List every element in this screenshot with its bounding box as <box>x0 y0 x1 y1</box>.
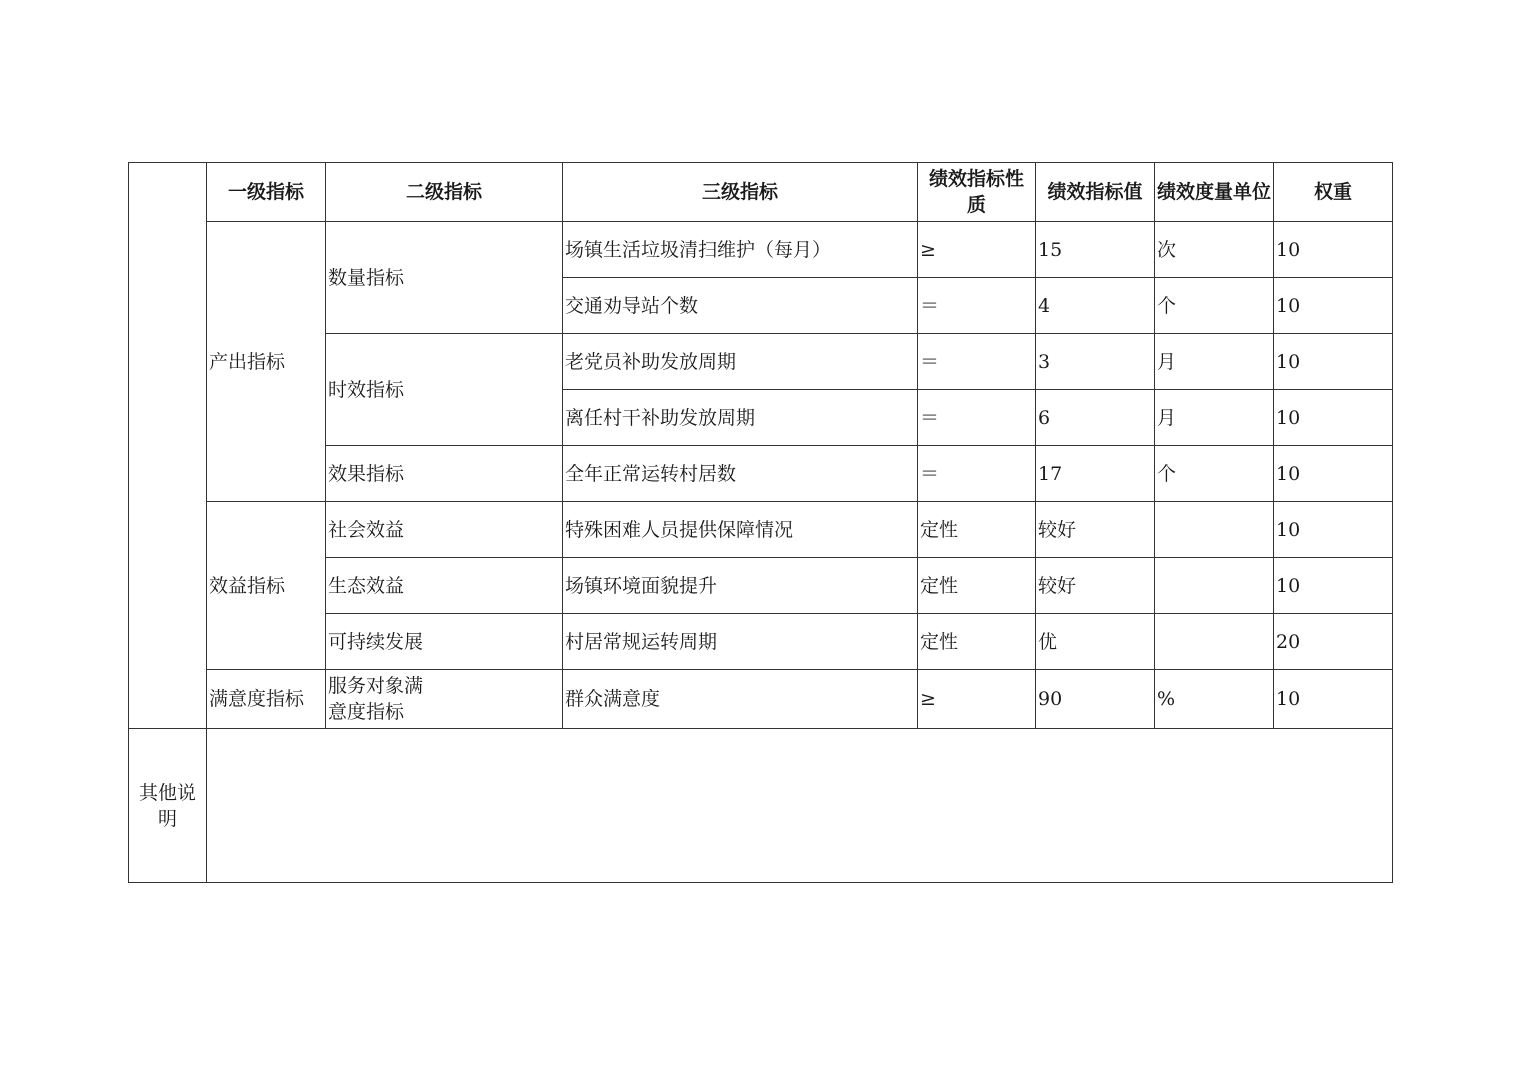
nature-cell: ＝ <box>918 446 1036 502</box>
value-cell: 90 <box>1036 670 1155 729</box>
weight-cell: 20 <box>1274 614 1393 670</box>
group-satisfaction: 满意度指标 <box>207 670 326 729</box>
subgroup-ecological: 生态效益 <box>326 558 563 614</box>
indicator-cell: 村居常规运转周期 <box>563 614 918 670</box>
unit-cell: 个 <box>1155 278 1274 334</box>
weight-cell: 10 <box>1274 334 1393 390</box>
value-cell: 较好 <box>1036 502 1155 558</box>
value-cell: 3 <box>1036 334 1155 390</box>
indicator-cell: 全年正常运转村居数 <box>563 446 918 502</box>
weight-cell: 10 <box>1274 278 1393 334</box>
value-cell: 优 <box>1036 614 1155 670</box>
nature-cell: ≥ <box>918 222 1036 278</box>
value-cell: 6 <box>1036 390 1155 446</box>
notes-content <box>207 729 1393 883</box>
group-output: 产出指标 <box>207 222 326 502</box>
weight-cell: 10 <box>1274 502 1393 558</box>
indicator-cell: 群众满意度 <box>563 670 918 729</box>
indicator-cell: 离任村干补助发放周期 <box>563 390 918 446</box>
indicator-cell: 特殊困难人员提供保障情况 <box>563 502 918 558</box>
unit-cell: 月 <box>1155 390 1274 446</box>
weight-cell: 10 <box>1274 446 1393 502</box>
header-nature: 绩效指标性质 <box>918 163 1036 222</box>
notes-label-line1: 其他说 <box>138 781 196 804</box>
nature-cell: ＝ <box>918 390 1036 446</box>
header-unit: 绩效度量单位 <box>1155 163 1274 222</box>
indicator-cell: 老党员补助发放周期 <box>563 334 918 390</box>
unit-cell <box>1155 558 1274 614</box>
nature-cell: ＝ <box>918 278 1036 334</box>
subgroup-social: 社会效益 <box>326 502 563 558</box>
indicator-cell: 交通劝导站个数 <box>563 278 918 334</box>
nature-cell: ＝ <box>918 334 1036 390</box>
unit-cell <box>1155 614 1274 670</box>
value-cell: 15 <box>1036 222 1155 278</box>
header-level2: 二级指标 <box>326 163 563 222</box>
subgroup-timeliness: 时效指标 <box>326 334 563 446</box>
subgroup-effect: 效果指标 <box>326 446 563 502</box>
nature-cell: ≥ <box>918 670 1036 729</box>
header-level3: 三级指标 <box>563 163 918 222</box>
subgroup-service-line2: 意度指标 <box>328 701 405 723</box>
header-weight: 权重 <box>1274 163 1393 222</box>
header-value: 绩效指标值 <box>1036 163 1155 222</box>
weight-cell: 10 <box>1274 390 1393 446</box>
table-row <box>129 670 1393 729</box>
table-row <box>129 222 1393 278</box>
notes-row <box>129 729 1393 883</box>
performance-indicator-table <box>128 162 1393 883</box>
header-level1: 一级指标 <box>207 163 326 222</box>
nature-cell: 定性 <box>918 502 1036 558</box>
nature-cell: 定性 <box>918 558 1036 614</box>
notes-label <box>129 729 207 883</box>
weight-cell: 10 <box>1274 222 1393 278</box>
unit-cell: 次 <box>1155 222 1274 278</box>
indicator-cell: 场镇环境面貌提升 <box>563 558 918 614</box>
subgroup-quantity: 数量指标 <box>326 222 563 334</box>
value-cell: 较好 <box>1036 558 1155 614</box>
unit-cell: 个 <box>1155 446 1274 502</box>
subgroup-sustainable: 可持续发展 <box>326 614 563 670</box>
weight-cell: 10 <box>1274 670 1393 729</box>
left-blank-cell <box>129 163 207 729</box>
subgroup-service-line1: 服务对象满 <box>328 675 424 697</box>
subgroup-service <box>326 670 563 729</box>
nature-cell: 定性 <box>918 614 1036 670</box>
value-cell: 4 <box>1036 278 1155 334</box>
weight-cell: 10 <box>1274 558 1393 614</box>
indicator-cell: 场镇生活垃圾清扫维护（每月） <box>563 222 918 278</box>
unit-cell: 月 <box>1155 334 1274 390</box>
table-header-row <box>129 163 1393 222</box>
notes-label-line2: 明 <box>157 807 177 830</box>
unit-cell <box>1155 502 1274 558</box>
table-row <box>129 502 1393 558</box>
value-cell: 17 <box>1036 446 1155 502</box>
unit-cell: % <box>1155 670 1274 729</box>
group-benefit: 效益指标 <box>207 502 326 670</box>
